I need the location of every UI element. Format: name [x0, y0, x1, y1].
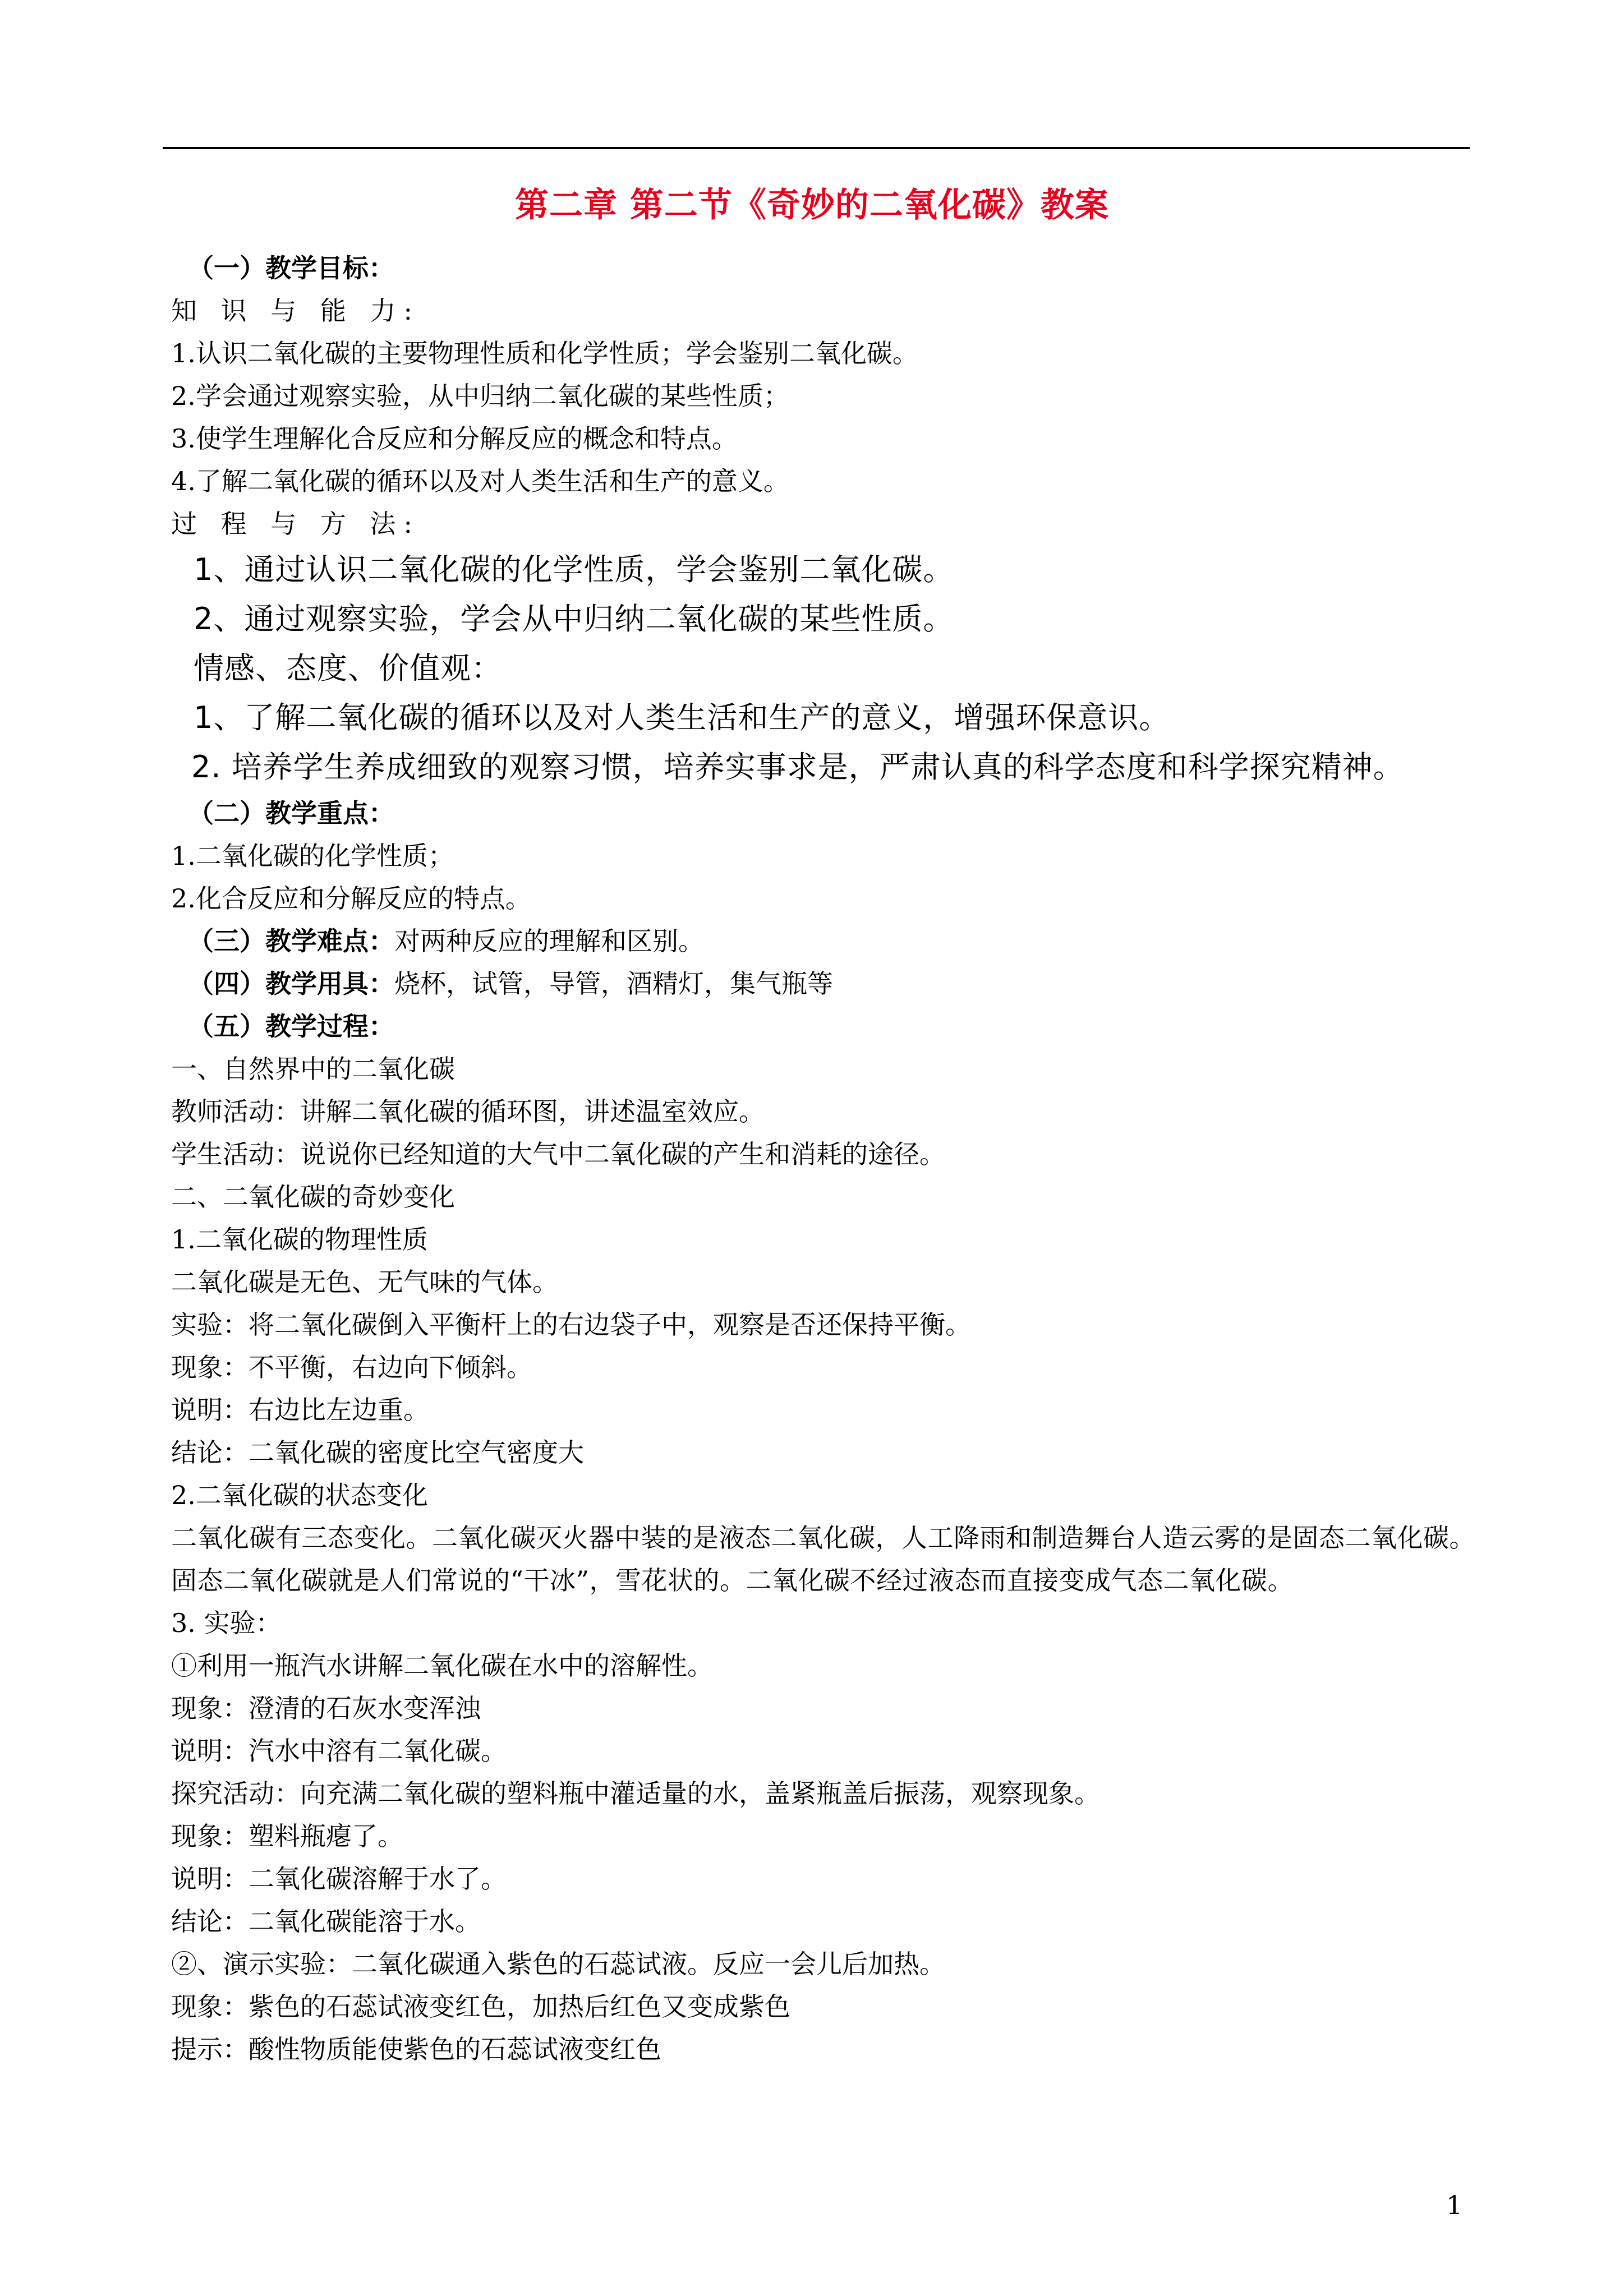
text-line: 现象：澄清的石灰水变浑浊	[171, 1693, 481, 1723]
text-line: 二氧化碳是无色、无气味的气体。	[171, 1267, 558, 1297]
subheading-knowledge: 知 识 与 能 力:	[171, 296, 420, 326]
header-rule	[163, 147, 1470, 149]
text-line: 3. 实验：	[171, 1608, 282, 1638]
text-line: 结论：二氧化碳的密度比空气密度大	[171, 1437, 584, 1468]
text-line: 二、二氧化碳的奇妙变化	[171, 1182, 455, 1212]
image-text-line: 2. 培养学生养成细致的观察习惯，培养实事求是，严肃认真的科学态度和科学探究精神。	[191, 749, 1404, 785]
image-text-line: 1、了解二氧化碳的循环以及对人类生活和生产的意义，增强环保意识。	[194, 700, 1170, 735]
text-line: 4.了解二氧化碳的循环以及对人类生活和生产的意义。	[171, 466, 789, 496]
image-text-line: 1、通过认识二氧化碳的化学性质，学会鉴别二氧化碳。	[194, 552, 954, 587]
text-inline: 对两种反应的理解和区别。	[394, 926, 704, 956]
text-line: 说明：右边比左边重。	[171, 1395, 429, 1425]
section-heading-objectives: （一）教学目标：	[188, 253, 394, 283]
section-heading-process: （五）教学过程：	[188, 1011, 394, 1041]
section-tools	[171, 962, 1478, 1005]
text-line: 现象：紫色的石蕊试液变红色，加热后红色又变成紫色	[171, 1991, 790, 2022]
text-inline: 烧杯，试管，导管，酒精灯，集气瓶等	[394, 969, 833, 999]
text-paragraph: 二氧化碳有三态变化。二氧化碳灭火器中装的是液态二氧化碳，人工降雨和制造舞台人造云雾的是固态二氧化碳。固态二氧化碳就是人们常说的“干冰”，雪花状的。二氧化碳不经过液态而直接变成气态二氧化碳。	[171, 1523, 1475, 1596]
text-line: 教师活动：讲解二氧化碳的循环图，讲述温室效应。	[171, 1096, 765, 1127]
text-line: ①利用一瓶汽水讲解二氧化碳在水中的溶解性。	[171, 1650, 713, 1681]
section-heading-tools: （四）教学用具：	[188, 969, 394, 999]
page-number: 1	[1446, 2190, 1463, 2220]
text-line: 探究活动：向充满二氧化碳的塑料瓶中灌适量的水，盖紧瓶盖后振荡，观察现象。	[171, 1778, 1100, 1809]
document-title: 第二章 第二节《奇妙的二氧化碳》教案	[515, 186, 1109, 225]
text-line: 结论：二氧化碳能溶于水。	[171, 1906, 481, 1937]
document-body	[171, 247, 1478, 2071]
subheading-process: 过 程 与 方 法:	[171, 509, 420, 539]
text-line: 说明：汽水中溶有二氧化碳。	[171, 1736, 507, 1766]
text-line: ②、演示实验：二氧化碳通入紫色的石蕊试液。反应一会儿后加热。	[171, 1949, 945, 1979]
text-line: 1.认识二氧化碳的主要物理性质和化学性质；学会鉴别二氧化碳。	[171, 338, 918, 368]
text-line: 现象：不平衡，右边向下倾斜。	[171, 1352, 532, 1382]
text-line: 实验：将二氧化碳倒入平衡杆上的右边袋子中，观察是否还保持平衡。	[171, 1310, 971, 1340]
image-text-heading: 情感、态度、价值观：	[194, 651, 502, 686]
text-line: 说明：二氧化碳溶解于水了。	[171, 1864, 507, 1894]
text-line: 一、自然界中的二氧化碳	[171, 1054, 455, 1084]
image-text-line: 2、通过观察实验，学会从中归纳二氧化碳的某些性质。	[194, 601, 954, 637]
text-line: 2.二氧化碳的状态变化	[171, 1480, 428, 1510]
section-heading-key-points: （二）教学重点：	[188, 798, 394, 828]
section-heading-difficulty: （三）教学难点：	[188, 926, 394, 956]
text-line: 学生活动：说说你已经知道的大气中二氧化碳的产生和消耗的途径。	[171, 1139, 945, 1169]
text-line: 提示：酸性物质能使紫色的石蕊试液变红色	[171, 2034, 661, 2064]
text-line: 现象：塑料瓶瘪了。	[171, 1821, 403, 1851]
section-difficulty	[171, 920, 1478, 962]
text-line: 1.二氧化碳的物理性质	[171, 1224, 428, 1255]
text-line: 2.学会通过观察实验，从中归纳二氧化碳的某些性质；	[171, 381, 789, 411]
text-line: 3.使学生理解化合反应和分解反应的概念和特点。	[171, 423, 738, 454]
text-line: 2.化合反应和分解反应的特点。	[171, 883, 531, 914]
text-line: 1.二氧化碳的化学性质；	[171, 841, 454, 871]
